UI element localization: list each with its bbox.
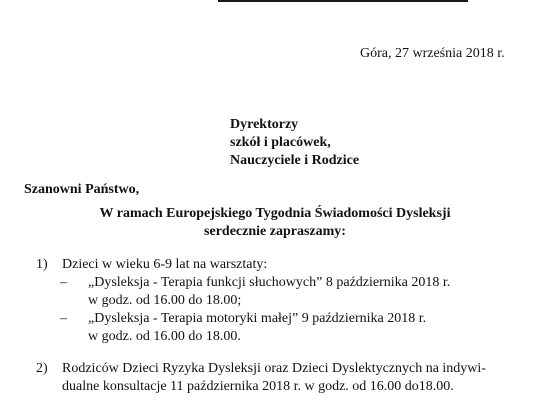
sub-item bbox=[36, 274, 486, 292]
addressee-line: Nauczyciele i Rodzice bbox=[230, 153, 360, 168]
intro-line: serdecznie zapraszamy: bbox=[204, 224, 346, 239]
sub-item-time: w godz. od 16.00 do 18.00; bbox=[88, 293, 242, 308]
dateline: Góra, 27 września 2018 r. bbox=[360, 46, 505, 61]
addressee-line: Dyrektorzy bbox=[230, 117, 299, 132]
dash-bullet: – bbox=[60, 275, 67, 290]
list-item bbox=[36, 360, 486, 378]
salutation: Szanowni Państwo, bbox=[24, 182, 140, 197]
sub-item-time: w godz. od 16.00 do 18.00. bbox=[88, 329, 241, 344]
list-item bbox=[36, 256, 486, 274]
list-item-text: Rodziców Dzieci Ryzyka Dysleksji oraz Dzieci Dyslektycznych na indywi- bbox=[62, 361, 486, 376]
intro-line: W ramach Europejskiego Tygodnia Świadomości Dysleksji bbox=[99, 206, 451, 221]
dash-bullet: – bbox=[60, 311, 67, 326]
intro-block bbox=[0, 205, 550, 241]
sub-item-title: „Dysleksja - Terapia motoryki małej” 9 października 2018 r. bbox=[88, 311, 427, 326]
addressee-block bbox=[230, 116, 359, 170]
list-item-text: Dzieci w wieku 6-9 lat na warsztaty: bbox=[62, 257, 268, 272]
addressee-line: szkół i placówek, bbox=[230, 135, 331, 150]
list-item-continuation: dualne konsultacje 11 października 2018 r. w godz. od 16.00 do18.00. bbox=[62, 379, 454, 394]
sub-item bbox=[36, 310, 486, 328]
letterhead-rule bbox=[218, 0, 468, 2]
sub-item-title: „Dysleksja - Terapia funkcji słuchowych” 8 października 2018 r. bbox=[88, 275, 451, 290]
list-item-number: 1) bbox=[36, 257, 48, 272]
list-item-number: 2) bbox=[36, 361, 48, 376]
invitation-list bbox=[36, 256, 486, 396]
